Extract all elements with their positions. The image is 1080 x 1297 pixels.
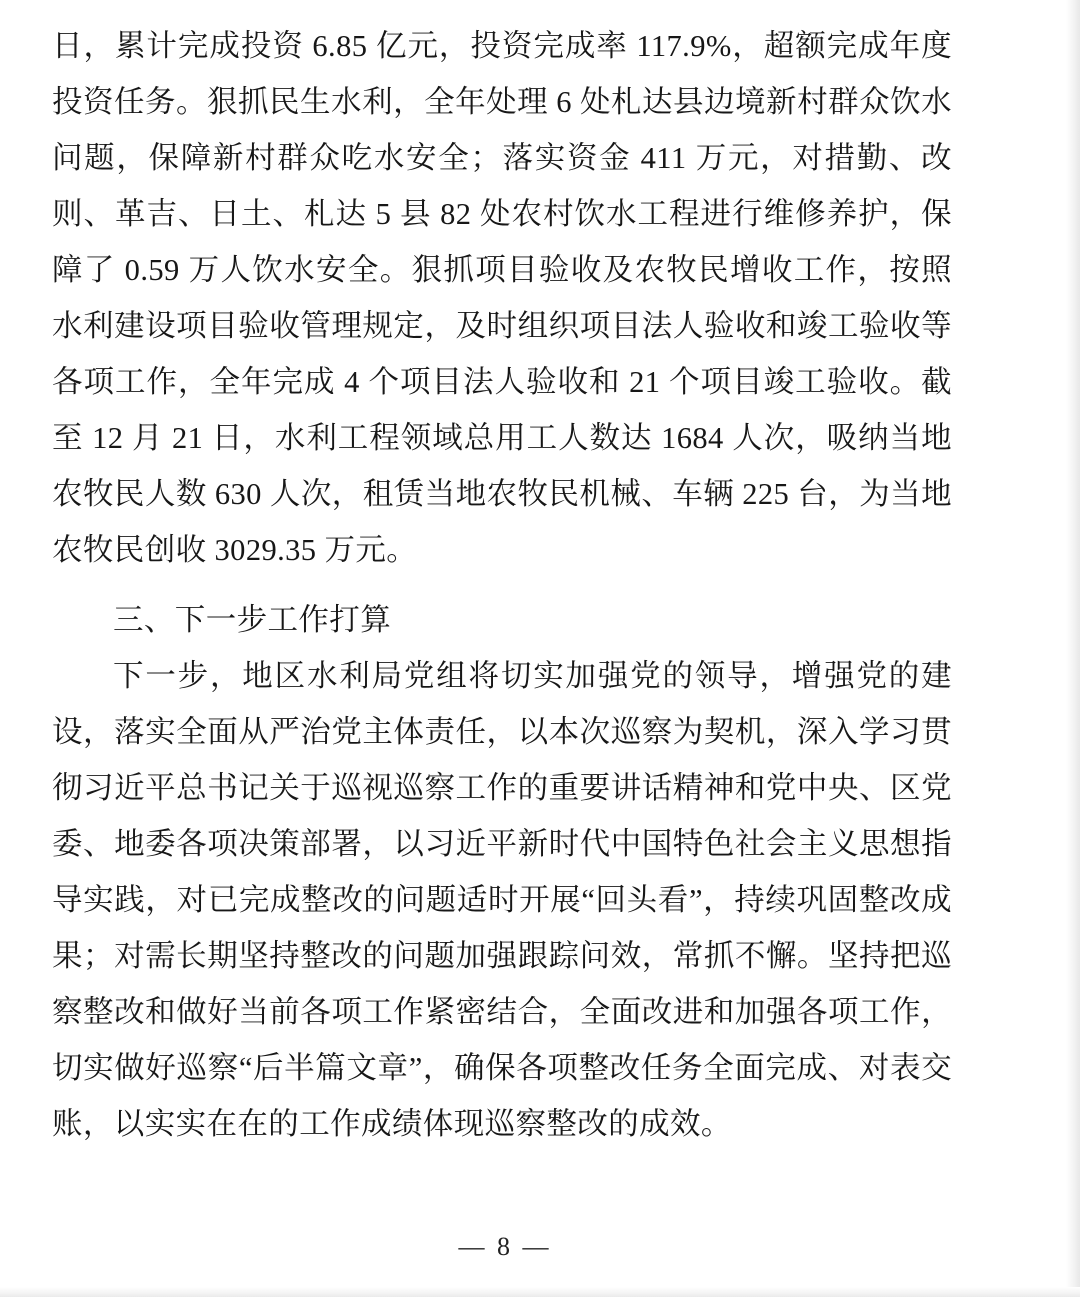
paragraph-next-steps: 下一步，地区水利局党组将切实加强党的领导，增强党的建设，落实全面从严治党主体责任，以本次巡察为契机，深入学习贯彻习近平总书记关于巡视巡察工作的重要讲话精神和党中央、区党委、地委各项决策部署，以习近平新时代中国特色社会主义思想指导实践，对已完成整改的问题适时开展“回头看”，持续巩固整改成果；对需长期坚持整改的问题加强跟踪问效，常抓不懈。坚持把巡察整改和做好当前各项工作紧密结合，全面改进和加强各项工作，切实做好巡察“后半篇文章”，确保各项整改任务全面完成、对表交账，以实实在在的工作成绩体现巡察整改的成效。 (52, 659, 952, 1141)
paragraph-spacer (52, 578, 952, 584)
page-edge-shadow-bottom (0, 1287, 1080, 1297)
page-number: — 8 — (458, 1232, 552, 1261)
page-edge-shadow-right (1066, 0, 1080, 1297)
section-heading-next-steps: 三、下一步工作打算 (113, 603, 392, 637)
paragraph-investment-summary: 日，累计完成投资 6.85 亿元，投资完成率 117.9%，超额完成年度投资任务。狠抓民生水利，全年处理 6 处札达县边境新村群众饮水问题，保障新村群众吃水安全；落实资金 411 万元，对措勤、改则、革吉、日土、札达 5 县 82 处农村饮水工程进行维修养护，保障了 0.59 万人饮水安全。狠抓项目验收及农牧民增收工作，按照水利建设项目验收管理规定，及时组织项目法人验收和竣工验收等各项工作，全年完成 4 个项目法人验收和 21 个项目竣工验收。截至 12 月 21 日，水利工程领域总用工人数达 1684 人次，吸纳当地农牧民人数 630 人次，租赁当地农牧民机械、车辆 225 台，为当地农牧民创收 3029.35 万元。 (52, 29, 952, 567)
page-content (52, 18, 952, 1152)
